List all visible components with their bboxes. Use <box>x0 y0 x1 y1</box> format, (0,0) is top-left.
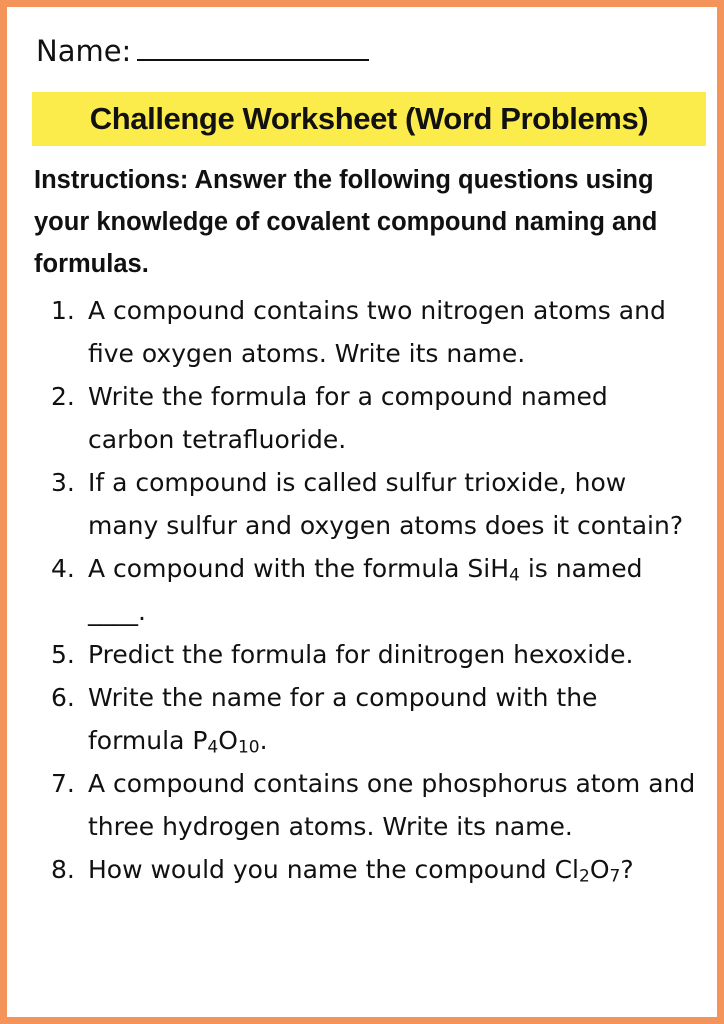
instructions-text: Instructions: Answer the following questions using your knowledge of covalent compound naming and formulas. <box>34 166 658 278</box>
question-number: 3. <box>51 468 75 497</box>
question-text <box>88 683 598 758</box>
question-text-segment: is named ____. <box>88 554 643 626</box>
name-row <box>36 29 369 71</box>
question-item <box>7 461 724 547</box>
question-text-segment: O <box>218 726 238 755</box>
question-item <box>7 547 724 633</box>
question-text <box>88 554 643 626</box>
question-text-segment: Write the formula for a compound named carbon tetrafluoride. <box>88 382 608 454</box>
question-number: 7. <box>51 769 75 798</box>
question-text <box>88 468 683 540</box>
question-item <box>7 676 724 762</box>
question-item <box>7 848 724 891</box>
question-text <box>88 382 608 454</box>
subscript: 2 <box>579 866 590 887</box>
name-label: Name: <box>36 34 132 68</box>
question-text-segment: O <box>589 855 610 884</box>
question-text-segment: How would you name the compound Cl <box>88 855 580 884</box>
question-text <box>88 296 666 368</box>
page-title: Challenge Worksheet (Word Problems) <box>89 101 649 136</box>
question-text-segment: Write the name for a compound with the formula P <box>88 683 598 755</box>
name-blank-line <box>137 29 369 61</box>
question-text-segment: ? <box>620 855 634 884</box>
subscript: 4 <box>509 565 520 586</box>
subscript: 4 <box>207 737 219 758</box>
question-text-segment: . <box>259 726 268 755</box>
question-number: 1. <box>51 296 75 325</box>
question-text-segment: A compound contains two nitrogen atoms and five oxygen atoms. Write its name. <box>88 296 666 368</box>
question-text-segment: A compound with the formula SiH <box>88 554 510 583</box>
question-number: 8. <box>51 855 75 884</box>
question-item <box>7 375 724 461</box>
subscript: 10 <box>237 737 260 758</box>
title-banner <box>32 92 706 146</box>
question-item <box>7 762 724 848</box>
subscript: 7 <box>609 866 621 887</box>
question-number: 4. <box>51 554 75 583</box>
question-list <box>7 289 724 891</box>
question-text-segment: A compound contains one phosphorus atom and three hydrogen atoms. Write its name. <box>88 769 696 841</box>
question-item <box>7 289 724 375</box>
question-text <box>88 640 633 669</box>
question-number: 2. <box>51 382 75 411</box>
question-text-segment: If a compound is called sulfur trioxide, how many sulfur and oxygen atoms does it contain? <box>88 468 684 540</box>
question-text <box>88 769 695 841</box>
question-text-segment: Predict the formula for dinitrogen hexoxide. <box>88 640 634 669</box>
question-number: 5. <box>51 640 75 669</box>
question-number: 6. <box>51 683 75 712</box>
question-text <box>88 855 634 887</box>
question-item <box>7 633 724 676</box>
